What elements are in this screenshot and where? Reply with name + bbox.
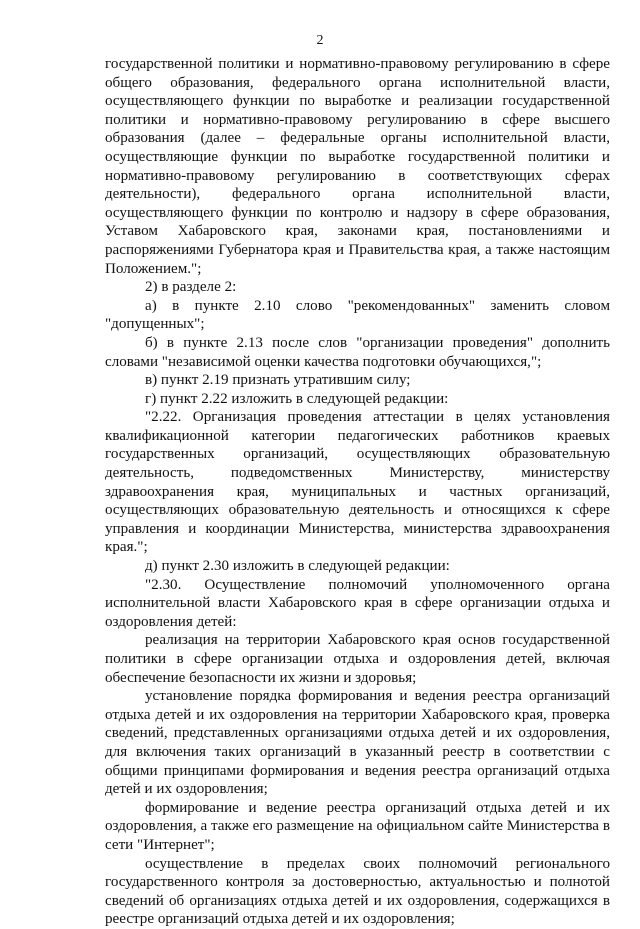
paragraph: осуществление в пределах своих полномочий регионального государственного контроля за достоверностью, актуальностью и полнотой сведений об организациях отдыха детей и их оздоровления, содержащихся в реестре организаций отдыха детей и их оздоровления; [105, 855, 610, 928]
paragraph: "2.22. Организация проведения аттестации в целях установления квалификационной категории педагогических работников краевых государственных организаций, осуществляющих образовательную деятельность, подведомственных Министерству, министерству здравоохранения края, муниципальных и частных организаций, осуществляющих образовательную деятельность и относящихся к сфере управления и координации Министерства, министерства здравоохранения края."; [105, 409, 610, 556]
paragraph: а) в пункте 2.10 слово "рекомендованных" заменить словом "допущенных"; [105, 297, 610, 333]
paragraph: установление порядка формирования и ведения реестра организаций отдыха детей и их оздоровления на территории Хабаровского края, проверка сведений, представленных организациями отдыха детей и их оздоровления, для включения таких организаций в указанный реестр в соответствии с общими принципами формирования и ведения реестра организаций отдыха детей и их оздоровления; [105, 688, 610, 798]
paragraph: формирование и ведение реестра организаций отдыха детей и их оздоровления, а также его размещение на официальном сайте Министерства в сети "Интернет"; [105, 799, 610, 853]
paragraph: в) пункт 2.19 признать утратившим силу; [145, 372, 411, 389]
paragraph: реализация на территории Хабаровского края основ государственной политики в сфере организации отдыха и оздоровления детей, включая обеспечение безопасности их жизни и здоровья; [105, 632, 610, 686]
paragraph: б) в пункте 2.13 после слов "организации проведения" дополнить словами "независимой оценки качества подготовки обучающихся,"; [105, 334, 610, 370]
paragraph: 2) в разделе 2: [145, 279, 237, 296]
paragraph: д) пункт 2.30 изложить в следующей редакции: [145, 558, 450, 575]
paragraph: г) пункт 2.22 изложить в следующей редакции: [145, 390, 449, 407]
page-number: 2 [316, 33, 324, 48]
paragraph: "2.30. Осуществление полномочий уполномоченного органа исполнительной власти Хабаровского края в сфере организации отдыха и оздоровления детей: [105, 576, 610, 630]
paragraph-continued: государственной политики и нормативно-правовому регулированию в сфере общего образования, федерального органа исполнительной власти, осуществляющего функции по выработке и реализации государственной политики и нормативно-правовому регулированию в сфере высшего образования (далее – федеральные органы исполнительной власти, осуществляющие функции по выработке государственной политики и нормативно-правовому регулированию в соответствующих сферах деятельности), федерального органа исполнительной власти, осуществляющего функции по контролю и надзору в сфере образования, Уставом Хабаровского края, законами края, постановлениями и распоряжениями Губернатора края и Правительства края, а также настоящим Положением."; [105, 56, 610, 277]
document-body [105, 55, 610, 929]
